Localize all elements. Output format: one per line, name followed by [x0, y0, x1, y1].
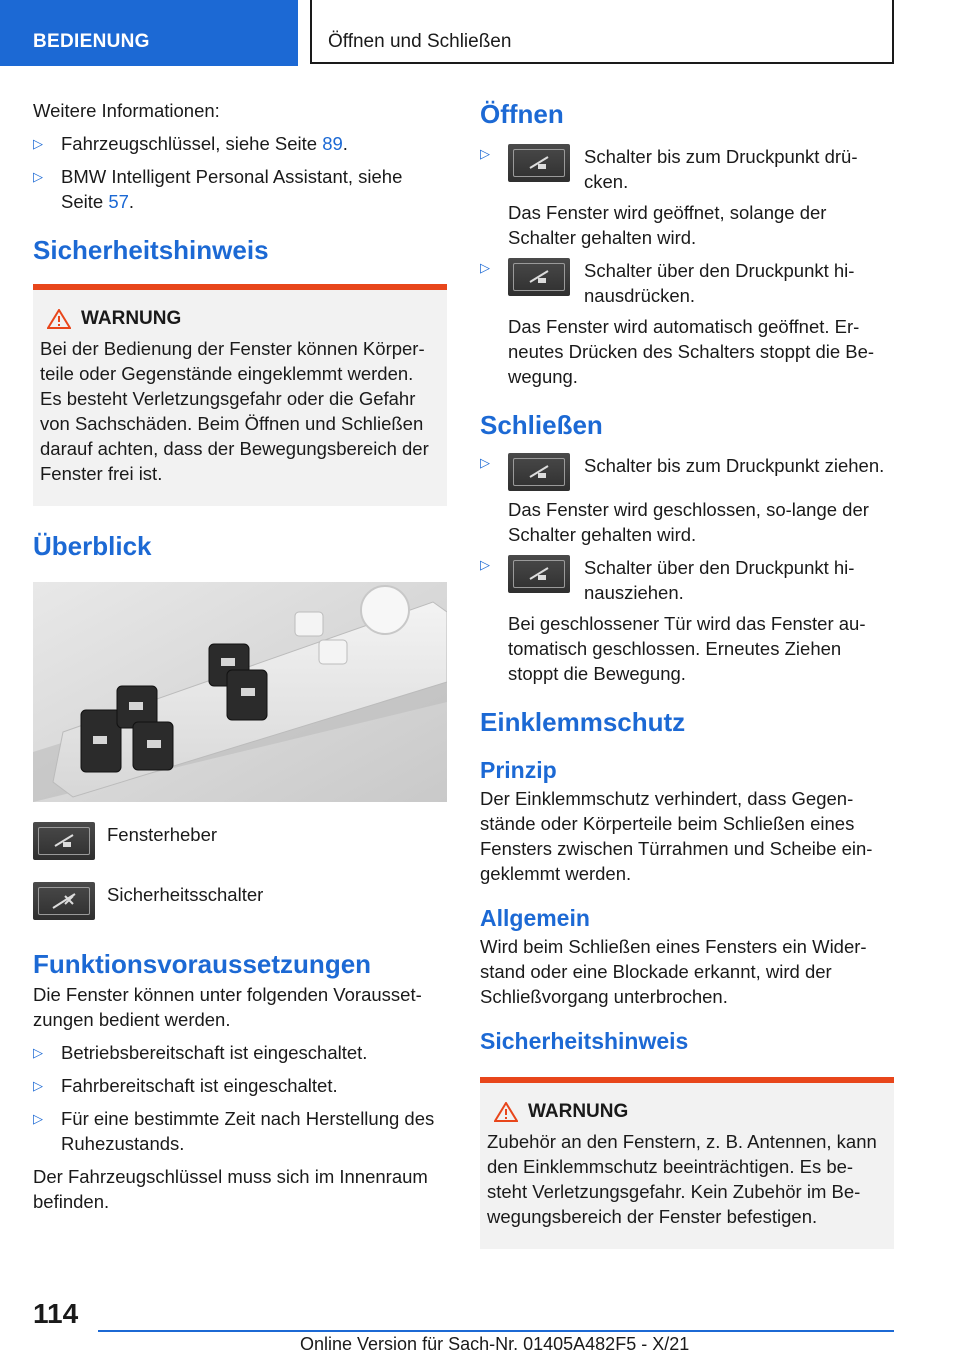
warning-text: Zubehör an den Fenstern, z. B. Antennen, kann den Einklemmschutz beeinträchtigen. Es be-steht Verletzungsgefahr. Kein Zubehör im Be-wegungsbereich der Fenster befestigen.	[487, 1131, 877, 1227]
safety-switch-icon	[33, 882, 95, 920]
window-lifter-icon	[508, 144, 570, 182]
page-number: 114	[33, 1298, 79, 1329]
chapter-tab	[310, 0, 894, 64]
triangle-bullet-icon: ▷	[480, 455, 490, 470]
window-lifter-icon	[508, 555, 570, 593]
result-text: Bei geschlossener Tür wird das Fenster au-tomatisch geschlossen. Erneutes Ziehen stoppt die Bewegung.	[508, 613, 866, 684]
list-item: ▷ Fahrbereitschaft ist eingeschaltet.	[33, 1075, 338, 1096]
list-item: ▷ BMW Intelligent Personal Assistant, siehe Seite 57.	[33, 166, 403, 212]
list-item: ▷ Betriebsbereitschaft ist eingeschaltet.	[33, 1042, 368, 1063]
section-tab	[0, 0, 298, 66]
list-item	[480, 258, 894, 389]
triangle-bullet-icon: ▷	[33, 1078, 43, 1093]
triangle-bullet-icon: ▷	[33, 1045, 43, 1060]
chapter-title: Öffnen und Schließen	[328, 31, 512, 52]
overview-heading: Überblick	[33, 531, 152, 561]
principle-text: Der Einklemmschutz verhindert, dass Gegen-stände oder Körperteile beim Schließen eines Fensters zwischen Türrahmen und Scheibe ein-geklemmt werden.	[480, 788, 873, 884]
triangle-bullet-icon: ▷	[33, 1111, 43, 1126]
open-list	[480, 144, 894, 389]
action-text: Schalter über den Druckpunkt hi-nausdrücken.	[584, 260, 855, 306]
close-heading: Schließen	[480, 410, 603, 440]
triangle-bullet-icon: ▷	[480, 146, 490, 161]
list-item	[480, 144, 894, 250]
func-list	[33, 1040, 447, 1156]
warning-title: WARNUNG	[487, 1101, 887, 1123]
legend-row-safety-switch	[33, 882, 447, 920]
func-heading: Funktionsvoraussetzungen	[33, 949, 372, 979]
section-label: BEDIENUNG	[33, 31, 150, 52]
list-item: ▷ Fahrzeugschlüssel, siehe Seite 89.	[33, 133, 348, 154]
close-list	[480, 453, 894, 686]
triangle-bullet-icon: ▷	[480, 557, 490, 572]
legend-row-window-lifter	[33, 822, 447, 860]
result-text: Das Fenster wird automatisch geöffnet. Er-neutes Drücken des Schalters stoppt die Be-wegung.	[508, 316, 875, 387]
principle-heading: Prinzip	[480, 757, 557, 783]
list-item: ▷ Für eine bestimmte Zeit nach Herstellung des Ruhezustands.	[33, 1108, 435, 1154]
warning-title: WARNUNG	[40, 308, 440, 330]
action-text: Schalter bis zum Druckpunkt ziehen.	[584, 455, 885, 476]
triangle-bullet-icon: ▷	[33, 169, 43, 184]
warning-box	[480, 1077, 894, 1249]
general-text: Wird beim Schließen eines Fensters ein Wider-stand oder eine Blockade erkannt, wird der Schließvorgang unterbrochen.	[480, 936, 867, 1007]
window-lifter-icon	[508, 453, 570, 491]
info-list	[33, 131, 447, 214]
func-note: Der Fahrzeugschlüssel muss sich im Innenraum befinden.	[33, 1166, 428, 1212]
action-text: Schalter über den Druckpunkt hi-nausziehen.	[584, 557, 855, 603]
warning-box	[33, 284, 447, 506]
triangle-bullet-icon: ▷	[480, 260, 490, 275]
page-link-89[interactable]: 89	[322, 133, 343, 154]
legend-label: Sicherheitsschalter	[107, 884, 264, 905]
window-lifter-icon	[33, 822, 95, 860]
left-column	[33, 98, 447, 1214]
warning-text: Bei der Bedienung der Fenster können Körper-teile oder Gegenstände eingeklemmt werden. Es besteht Verletzungsgefahr oder die Gefahr von Sachschäden. Beim Öffnen und Schließen darauf achten, dass der Bewegungsbereich der Fenster frei ist.	[40, 338, 429, 484]
result-text: Das Fenster wird geschlossen, so-lange der Schalter gehalten wird.	[508, 499, 869, 545]
footer-text: Online Version für Sach-Nr. 01405A482F5 - X/21	[300, 1334, 690, 1354]
page-link-57[interactable]: 57	[108, 191, 129, 212]
footer-rule	[98, 1330, 894, 1332]
action-text: Schalter bis zum Druckpunkt drü-cken.	[584, 146, 858, 192]
list-item	[480, 453, 894, 547]
func-text: Die Fenster können unter folgenden Vorausset-zungen bedient werden.	[33, 984, 422, 1030]
legend-label: Fensterheber	[107, 824, 218, 845]
triangle-bullet-icon: ▷	[33, 136, 43, 151]
open-heading: Öffnen	[480, 99, 564, 129]
right-column	[480, 98, 894, 1249]
safety-subheading: Sicherheitshinweis	[480, 1028, 689, 1054]
window-switch-photo	[33, 582, 447, 802]
safety-heading: Sicherheitshinweis	[33, 235, 269, 265]
more-info-label: Weitere Informationen:	[33, 100, 220, 121]
warning-triangle-icon	[494, 1102, 518, 1122]
pinch-heading: Einklemmschutz	[480, 707, 686, 737]
window-lifter-icon	[508, 258, 570, 296]
general-heading: Allgemein	[480, 905, 590, 931]
list-item	[480, 555, 894, 686]
page-header	[0, 0, 960, 66]
result-text: Das Fenster wird geöffnet, solange der Schalter gehalten wird.	[508, 202, 827, 248]
warning-triangle-icon	[47, 309, 71, 329]
